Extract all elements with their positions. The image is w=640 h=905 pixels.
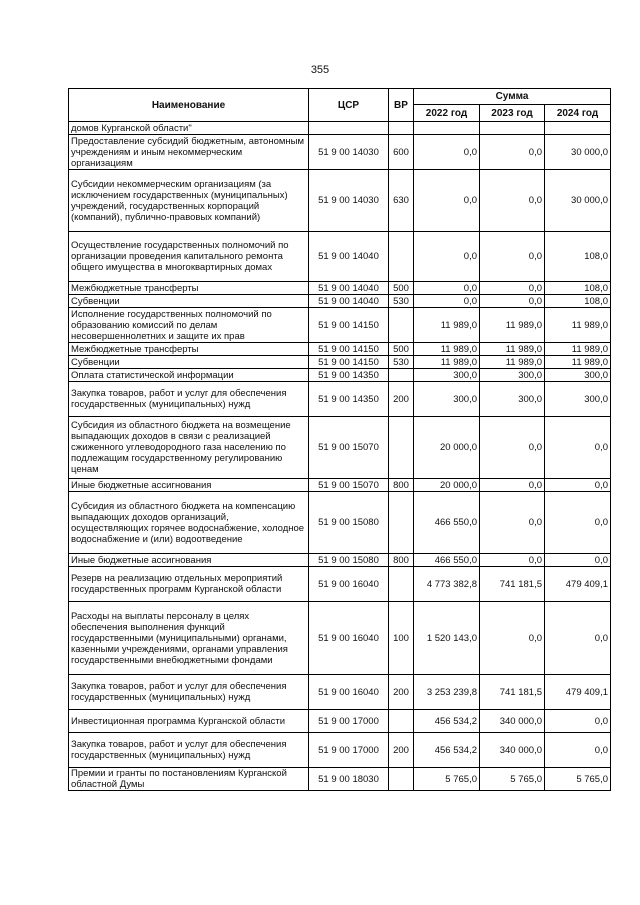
row-amount-2022: 300,0 (414, 382, 480, 417)
row-vr (389, 369, 414, 382)
row-amount-2024: 300,0 (545, 369, 611, 382)
row-amount-2022: 1 520 143,0 (414, 602, 480, 675)
row-amount-2022: 11 989,0 (414, 356, 480, 369)
row-amount-2022: 20 000,0 (414, 479, 480, 492)
row-amount-2023: 0,0 (480, 554, 545, 567)
row-amount-2022: 11 989,0 (414, 343, 480, 356)
table-row (69, 122, 611, 135)
table-row (69, 170, 611, 232)
row-amount-2023: 741 181,5 (480, 675, 545, 710)
header-vr: ВР (389, 89, 414, 122)
row-amount-2024: 30 000,0 (545, 170, 611, 232)
row-vr (389, 567, 414, 602)
row-name: Субсидия из областного бюджета на компенсацию выпадающих доходов организаций, осуществляющих горячее водоснабжение, холодное водоснабжение и (или) водоотведение (69, 492, 309, 554)
row-name: домов Курганской области" (69, 122, 309, 135)
row-vr: 800 (389, 554, 414, 567)
row-name: Субвенции (69, 356, 309, 369)
row-csr: 51 9 00 14030 (309, 170, 389, 232)
row-name: Межбюджетные трансферты (69, 282, 309, 295)
row-name: Иные бюджетные ассигнования (69, 479, 309, 492)
row-amount-2023: 0,0 (480, 602, 545, 675)
row-vr (389, 232, 414, 282)
row-csr: 51 9 00 16040 (309, 675, 389, 710)
row-amount-2022: 20 000,0 (414, 417, 480, 479)
row-csr: 51 9 00 14150 (309, 356, 389, 369)
row-vr: 800 (389, 479, 414, 492)
row-csr: 51 9 00 14150 (309, 308, 389, 343)
row-amount-2022: 3 253 239,8 (414, 675, 480, 710)
row-name: Оплата статистической информации (69, 369, 309, 382)
row-amount-2024: 11 989,0 (545, 308, 611, 343)
row-amount-2023: 11 989,0 (480, 343, 545, 356)
row-name: Межбюджетные трансферты (69, 343, 309, 356)
table-row (69, 554, 611, 567)
row-amount-2024: 300,0 (545, 382, 611, 417)
table-row (69, 369, 611, 382)
row-name: Закупка товаров, работ и услуг для обеспечения государственных (муниципальных) нужд (69, 675, 309, 710)
row-amount-2024: 0,0 (545, 479, 611, 492)
row-name: Инвестиционная программа Курганской области (69, 710, 309, 733)
table-row (69, 602, 611, 675)
row-amount-2024: 108,0 (545, 282, 611, 295)
row-amount-2022: 0,0 (414, 135, 480, 170)
row-vr (389, 308, 414, 343)
row-vr: 200 (389, 382, 414, 417)
table-row (69, 417, 611, 479)
table-row (69, 295, 611, 308)
row-amount-2024: 0,0 (545, 417, 611, 479)
row-amount-2022: 300,0 (414, 369, 480, 382)
row-csr: 51 9 00 15070 (309, 417, 389, 479)
row-amount-2022 (414, 122, 480, 135)
row-vr: 100 (389, 602, 414, 675)
row-amount-2023: 0,0 (480, 492, 545, 554)
row-name: Закупка товаров, работ и услуг для обеспечения государственных (муниципальных) нужд (69, 382, 309, 417)
budget-table (68, 88, 611, 791)
row-amount-2022: 466 550,0 (414, 554, 480, 567)
row-vr: 530 (389, 295, 414, 308)
row-amount-2024: 108,0 (545, 295, 611, 308)
row-amount-2024: 479 409,1 (545, 567, 611, 602)
row-name: Расходы на выплаты персоналу в целях обеспечения выполнения функций государственными (муниципальными) органами, казенными учреждениями, органами управления государственными внебюджетными фондами (69, 602, 309, 675)
row-amount-2023: 0,0 (480, 295, 545, 308)
row-amount-2024: 0,0 (545, 492, 611, 554)
table-row (69, 356, 611, 369)
table-row (69, 382, 611, 417)
row-csr: 51 9 00 17000 (309, 733, 389, 768)
row-csr: 51 9 00 16040 (309, 602, 389, 675)
table-row (69, 733, 611, 768)
row-amount-2023: 741 181,5 (480, 567, 545, 602)
row-amount-2023: 340 000,0 (480, 710, 545, 733)
row-amount-2024: 0,0 (545, 733, 611, 768)
table-row (69, 232, 611, 282)
table-row (69, 675, 611, 710)
row-amount-2023: 11 989,0 (480, 308, 545, 343)
table-row (69, 282, 611, 295)
row-vr: 200 (389, 733, 414, 768)
row-vr: 500 (389, 282, 414, 295)
row-csr: 51 9 00 14040 (309, 295, 389, 308)
row-amount-2023: 0,0 (480, 232, 545, 282)
row-csr: 51 9 00 14040 (309, 282, 389, 295)
row-amount-2022: 456 534,2 (414, 710, 480, 733)
row-amount-2022: 0,0 (414, 232, 480, 282)
row-amount-2022: 0,0 (414, 295, 480, 308)
row-csr: 51 9 00 17000 (309, 710, 389, 733)
table-row (69, 479, 611, 492)
row-amount-2022: 11 989,0 (414, 308, 480, 343)
row-vr: 630 (389, 170, 414, 232)
row-name: Субсидия из областного бюджета на возмещение выпадающих доходов в связи с реализацией сжиженного углеводородного газа населению по подлежащим государственному регулированию ценам (69, 417, 309, 479)
row-name: Осуществление государственных полномочий по организации проведения капитального ремонта общего имущества в многоквартирных домах (69, 232, 309, 282)
header-name: Наименование (69, 89, 309, 122)
row-amount-2023: 0,0 (480, 282, 545, 295)
row-amount-2024: 30 000,0 (545, 135, 611, 170)
row-amount-2024: 479 409,1 (545, 675, 611, 710)
row-amount-2024 (545, 122, 611, 135)
row-amount-2023: 0,0 (480, 417, 545, 479)
row-name: Иные бюджетные ассигнования (69, 554, 309, 567)
row-name: Закупка товаров, работ и услуг для обеспечения государственных (муниципальных) нужд (69, 733, 309, 768)
table-row (69, 308, 611, 343)
row-amount-2023 (480, 122, 545, 135)
row-csr: 51 9 00 18030 (309, 768, 389, 791)
table-row (69, 343, 611, 356)
row-csr: 51 9 00 14030 (309, 135, 389, 170)
row-amount-2022: 5 765,0 (414, 768, 480, 791)
row-amount-2022: 4 773 382,8 (414, 567, 480, 602)
row-amount-2022: 466 550,0 (414, 492, 480, 554)
table-row (69, 710, 611, 733)
row-csr: 51 9 00 15070 (309, 479, 389, 492)
row-csr: 51 9 00 14350 (309, 382, 389, 417)
row-amount-2024: 0,0 (545, 602, 611, 675)
row-amount-2024: 11 989,0 (545, 343, 611, 356)
row-csr: 51 9 00 16040 (309, 567, 389, 602)
row-amount-2023: 0,0 (480, 479, 545, 492)
table-row (69, 567, 611, 602)
table-row (69, 492, 611, 554)
table-row (69, 768, 611, 791)
row-vr (389, 768, 414, 791)
row-amount-2024: 11 989,0 (545, 356, 611, 369)
row-csr: 51 9 00 14040 (309, 232, 389, 282)
row-name: Субсидии некоммерческим организациям (за исключением государственных (муниципальных) учреждений, государственных корпораций (компаний), публично-правовых компаний) (69, 170, 309, 232)
row-name: Субвенции (69, 295, 309, 308)
row-csr: 51 9 00 15080 (309, 492, 389, 554)
row-name: Исполнение государственных полномочий по образованию комиссий по делам несовершеннолетних и защите их прав (69, 308, 309, 343)
row-amount-2023: 11 989,0 (480, 356, 545, 369)
row-vr: 600 (389, 135, 414, 170)
row-amount-2023: 300,0 (480, 369, 545, 382)
row-amount-2023: 0,0 (480, 135, 545, 170)
row-vr (389, 492, 414, 554)
row-amount-2022: 0,0 (414, 170, 480, 232)
row-name: Резерв на реализацию отдельных мероприятий государственных программ Курганской области (69, 567, 309, 602)
row-amount-2023: 5 765,0 (480, 768, 545, 791)
row-name: Предоставление субсидий бюджетным, автономным учреждениям и иным некоммерческим организациям (69, 135, 309, 170)
row-name: Премии и гранты по постановлениям Курганской областной Думы (69, 768, 309, 791)
header-sum: Сумма (414, 89, 611, 105)
row-amount-2022: 456 534,2 (414, 733, 480, 768)
header-csr: ЦСР (309, 89, 389, 122)
row-csr (309, 122, 389, 135)
row-vr (389, 710, 414, 733)
row-vr: 200 (389, 675, 414, 710)
row-vr (389, 417, 414, 479)
header-year-2022: 2022 год (414, 105, 480, 122)
table-row (69, 135, 611, 170)
page-number: 355 (310, 64, 330, 76)
row-vr: 500 (389, 343, 414, 356)
row-csr: 51 9 00 14150 (309, 343, 389, 356)
row-csr: 51 9 00 14350 (309, 369, 389, 382)
row-amount-2024: 0,0 (545, 554, 611, 567)
row-amount-2024: 5 765,0 (545, 768, 611, 791)
header-year-2024: 2024 год (545, 105, 611, 122)
row-amount-2023: 0,0 (480, 170, 545, 232)
row-csr: 51 9 00 15080 (309, 554, 389, 567)
header-year-2023: 2023 год (480, 105, 545, 122)
row-amount-2023: 340 000,0 (480, 733, 545, 768)
row-amount-2024: 108,0 (545, 232, 611, 282)
row-vr: 530 (389, 356, 414, 369)
row-vr (389, 122, 414, 135)
row-amount-2023: 300,0 (480, 382, 545, 417)
row-amount-2022: 0,0 (414, 282, 480, 295)
row-amount-2024: 0,0 (545, 710, 611, 733)
